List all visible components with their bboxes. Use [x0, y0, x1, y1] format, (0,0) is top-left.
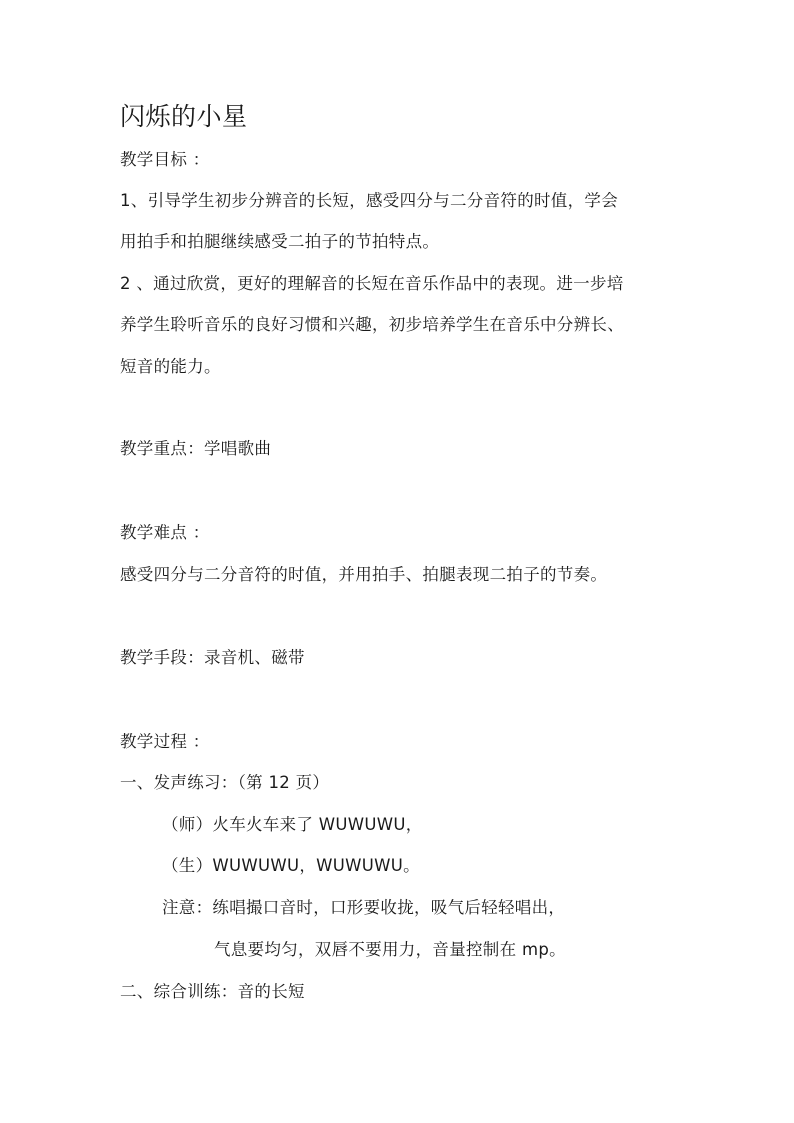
objective-2-line-2: 养学生聆听音乐的良好习惯和兴趣，初步培养学生在音乐中分辨长、 [120, 315, 624, 334]
difficulty-label: 教学难点 ： [120, 523, 210, 542]
process-label: 教学过程 ： [120, 732, 210, 751]
objective-1-line-2: 用拍手和拍腿继续感受二拍子的节拍特点。 [120, 232, 440, 251]
step-1-student-line: （生）WUWUWU，WUWUWU。 [162, 856, 420, 875]
step-1-heading: 一、发声练习：（第 12 页） [120, 773, 330, 792]
objective-1-line-1: 1、引导学生初步分辨音的长短，感受四分与二分音符的时值，学会 [120, 191, 618, 210]
objective-2-line-3: 短音的能力。 [120, 357, 221, 376]
key-point: 教学重点：学唱歌曲 [120, 439, 272, 458]
objectives-label: 教学目标 ： [120, 150, 210, 169]
difficulty-text: 感受四分与二分音符的时值，并用拍手、拍腿表现二拍子的节奏。 [120, 565, 608, 584]
step-1-teacher-line: （师）火车火车来了 WUWUWU， [162, 815, 423, 834]
objective-2-line-1: 2 、通过欣赏，更好的理解音的长短在音乐作品中的表现。进一步培 [120, 274, 624, 293]
step-1-note-line-2: 气息要均匀，双唇不要用力，音量控制在 mp。 [214, 940, 566, 959]
step-2-heading: 二、综合训练：音的长短 [120, 982, 305, 1001]
step-1-note-line-1: 注意：练唱撮口音时，口形要收拢，吸气后轻轻唱出， [162, 898, 566, 917]
page-title: 闪烁的小星 [120, 102, 248, 131]
teaching-tools: 教学手段：录音机、磁带 [120, 648, 305, 667]
